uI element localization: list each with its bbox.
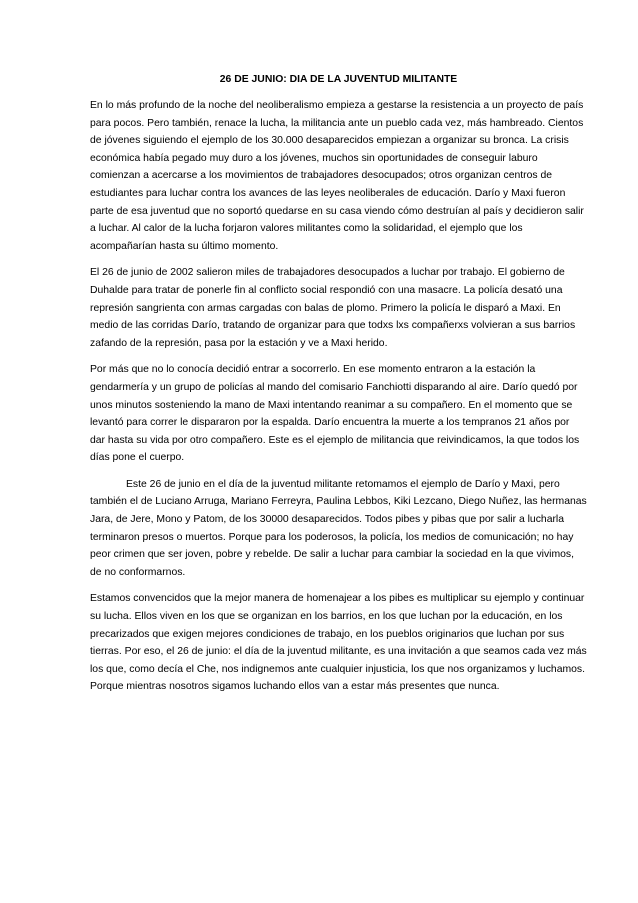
paragraph-5: Estamos convencidos que la mejor manera de homenajear a los pibes es multiplicar su ejemplo y continuar su lucha. Ellos viven en los que se organizan en los barrios, en los que luchan por la educación, en los precarizados que exigen mejores condiciones de trabajo, en los pueblos originarios que luchan por sus tierras. Por eso, el 26 de junio: el día de la juventud militante, es una invitación a que seamos cada vez más los que, como decía el Che, nos indignemos ante cualquier injusticia, los que nos organizamos y luchamos. Porque mientras nosotros sigamos luchando ellos van a estar más presentes que nunca. [90, 593, 587, 693]
paragraph-4: Este 26 de junio en el día de la juventud militante retomamos el ejemplo de Darío y Maxi, pero también el de Luciano Arruga, Mariano Ferreyra, Paulina Lebbos, Kiki Lezcano, Diego Nuñez, las hermanas Jara, de Jere, Mono y Patom, de los 30000 desaparecidos. Todos pibes y pibas que por salir a lucharla terminaron presos o muertos. Porque para los poderosos, la policía, los medios de comunicación; no hay peor crimen que ser joven, pobre y rebelde. De salir a luchar para cambiar la sociedad en la que vivimos, de no conformarnos. [90, 478, 587, 578]
paragraph-1: En lo más profundo de la noche del neoliberalismo empieza a gestarse la resistencia a un proyecto de país para pocos. Pero también, renace la lucha, la militancia ante un pueblo cada vez, más hambreado. Cientos de jóvenes siguiendo el ejemplo de los 30.000 desaparecidos empiezan a organizar su bronca. La crisis económica había pegado muy duro a los jóvenes, muchos sin oportunidades de conseguir laburo comienzan a acercarse a los movimientos de trabajadores desocupados; otros organizan centros de estudiantes para luchar contra los avances de las leyes neoliberales de educación. Darío y Maxi fueron parte de esa juventud que no soportó quedarse en su casa viendo cómo destruían al país y decidieron salir a luchar. Al calor de la lucha forjaron valores militantes como la solidaridad, el ejemplo que los acompañarían hasta su último momento. [90, 100, 584, 252]
paragraph-2: El 26 de junio de 2002 salieron miles de trabajadores desocupados a luchar por trabajo. El gobierno de Duhalde para tratar de ponerle fin al conflicto social respondió con una masacre. La policía desató una represión sangrienta con armas cargadas con balas de plomo. Primero la policía le disparó a Maxi. En medio de las corridas Darío, tratando de organizar para que todxs lxs compañerxs volvieran a sus barrios zafando de la represión, pasa por la estación y ve a Maxi herido. [90, 267, 576, 349]
paragraph-3: Por más que no lo conocía decidió entrar a socorrerlo. En ese momento entraron a la estación la gendarmería y un grupo de policías al mando del comisario Fanchiotti disparando al aire. Darío quedó por unos minutos sosteniendo la mano de Maxi intentando reanimar a su compañero. En el momento que se levantó para correr le dispararon por la espalda. Darío encuentra la muerte a los tempranos 21 años por dar hasta su vida por otro compañero. Este es el ejemplo de militancia que reivindicamos, la que todos los días pone el cuerpo. [90, 364, 580, 464]
document-title: 26 DE JUNIO: DIA DE LA JUVENTUD MILITANTE [219, 74, 458, 85]
